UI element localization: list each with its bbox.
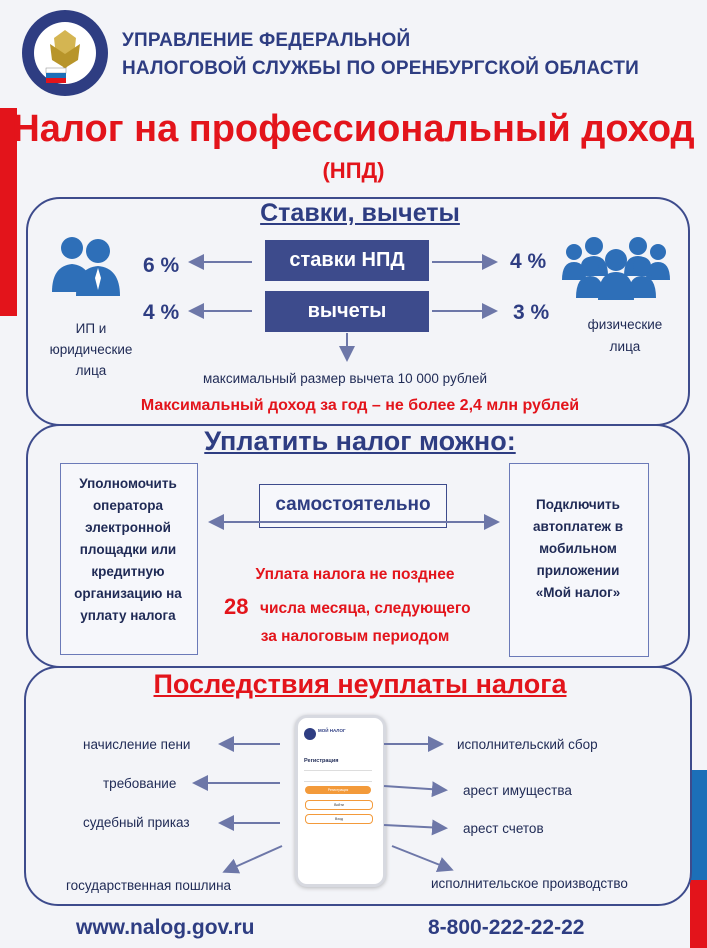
left-rate-value: 6 % xyxy=(143,254,180,277)
consequence-right-1: исполнительский сбор xyxy=(457,737,598,752)
phone-number: 8-800-222-22-22 xyxy=(428,916,585,939)
payment-heading: Уплатить налог можно: xyxy=(204,426,516,456)
right-deduction-value: 3 % xyxy=(513,301,550,324)
consequence-right-3: арест счетов xyxy=(463,821,544,836)
consequence-right-2: арест имущества xyxy=(463,783,572,798)
deadline-line2: числа месяца, следующего xyxy=(260,600,471,617)
deadline-line3: за налоговым периодом xyxy=(260,628,450,645)
phone-button-primary: Регистрация xyxy=(305,786,371,794)
page-subtitle: (НПД) xyxy=(322,158,385,183)
deductions-label: вычеты xyxy=(265,291,429,332)
phone-app-name: МОЙ НАЛОГ xyxy=(318,728,346,733)
left-group-label: ИП и юридические лица xyxy=(49,321,133,378)
consequence-left-1: начисление пени xyxy=(83,737,191,752)
phone-screen-title: Регистрация xyxy=(304,758,339,764)
left-option-text: Уполномочить оператора электронной площадки или кредитную организацию на уплату налога xyxy=(74,476,182,623)
website-link[interactable]: www.nalog.gov.ru xyxy=(76,916,255,939)
arrow-cons-right-4 xyxy=(392,846,450,869)
consequence-left-3: судебный приказ xyxy=(83,815,190,830)
consequence-left-4: государственная пошлина xyxy=(66,878,232,893)
deadline-line1: Уплата налога не позднее xyxy=(255,566,455,583)
org-name-line1: УПРАВЛЕНИЕ ФЕДЕРАЛЬНОЙ xyxy=(122,30,411,51)
org-name-line2: НАЛОГОВОЙ СЛУЖБЫ ПО ОРЕНБУРГСКОЙ ОБЛАСТИ xyxy=(122,58,639,79)
right-option-text: Подключить автоплатеж в мобильном приложении «Мой налог» xyxy=(532,497,624,600)
arrow-cons-right-3 xyxy=(384,825,444,828)
consequences-heading: Последствия неуплаты налога xyxy=(153,669,567,699)
right-group-label: физические лица xyxy=(587,317,663,354)
phone-button-secondary: Войти xyxy=(305,800,373,810)
rates-heading: Ставки, вычеты xyxy=(260,199,460,227)
max-deduction-text: максимальный размер вычета 10 000 рублей xyxy=(202,371,487,386)
left-deduction-value: 4 % xyxy=(143,301,180,324)
arrow-cons-right-2 xyxy=(384,786,444,790)
max-income-text: Максимальный доход за год – не более 2,4 млн рублей xyxy=(140,397,580,414)
phone-button-tertiary: Вход xyxy=(305,814,373,824)
center-option-text: самостоятельно xyxy=(275,494,431,515)
consequence-left-2: требование xyxy=(103,776,177,791)
rates-npd-label: ставки НПД xyxy=(265,240,429,281)
consequence-right-4: исполнительское производство xyxy=(431,876,628,891)
page-title: Налог на профессиональный доход xyxy=(12,108,695,150)
deadline-day: 28 xyxy=(224,594,249,619)
right-rate-value: 4 % xyxy=(510,250,547,273)
arrow-cons-left-4 xyxy=(226,846,282,871)
